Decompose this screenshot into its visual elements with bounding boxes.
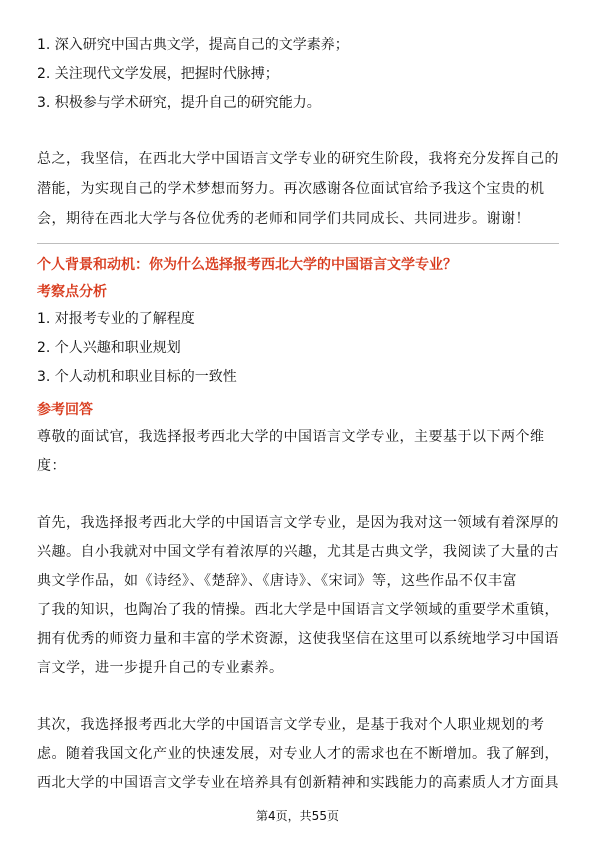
second-reason-line-2: 虑。随着我国文化产业的快速发展，对专业人才的需求也在不断增加。我了解到， [37,746,559,762]
analysis-item-1: 1. 对报考专业的了解程度 [37,311,195,327]
first-reason-line-5: 拥有优秀的师资力量和丰富的学术资源，这使我坚信在这里可以系统地学习中国语 [37,631,559,647]
analysis-heading: 考察点分析 [37,284,107,300]
analysis-item-2: 2. 个人兴趣和职业规划 [37,340,181,356]
answer-heading: 参考回答 [37,402,93,418]
goal-item-2: 2. 关注现代文学发展，把握时代脉搏； [37,66,279,82]
conclusion-line-3: 会，期待在西北大学与各位优秀的老师和同学们共同成长、共同进步。谢谢！ [37,211,530,227]
first-reason-line-3: 典文学作品，如《诗经》、《楚辞》、《唐诗》、《宋词》等，这些作品不仅丰富 [37,573,517,589]
first-reason-line-2: 兴趣。自小我就对中国文学有着浓厚的兴趣，尤其是古典文学，我阅读了大量的古 [37,544,559,560]
goal-item-1: 1. 深入研究中国古典文学，提高自己的文学素养； [37,37,349,53]
intro-line-1: 尊敬的面试官，我选择报考西北大学的中国语言文学专业，主要基于以下两个维 [37,429,545,445]
question-title: 个人背景和动机：你为什么选择报考西北大学的中国语言文学专业？ [37,257,457,273]
conclusion-line-2: 潜能，为实现自己的学术梦想而努力。再次感谢各位面试官给予我这个宝贵的机 [37,181,545,197]
first-reason-line-4: 了我的知识，也陶冶了我的情操。西北大学是中国语言文学领域的重要学术重镇， [37,602,559,618]
conclusion-line-1: 总之，我坚信，在西北大学中国语言文学专业的研究生阶段，我将充分发挥自己的 [37,151,559,167]
section-divider [37,243,559,244]
first-reason-line-1: 首先，我选择报考西北大学的中国语言文学专业，是因为我对这一领域有着深厚的 [37,515,559,531]
page-number: 第4页，共55页 [256,809,339,823]
second-reason-line-3: 西北大学的中国语言文学专业在培养具有创新精神和实践能力的高素质人才方面具 [37,775,559,791]
intro-line-2: 度： [37,458,66,474]
analysis-item-3: 3. 个人动机和职业目标的一致性 [37,369,237,385]
second-reason-line-1: 其次，我选择报考西北大学的中国语言文学专业，是基于我对个人职业规划的考 [37,717,545,733]
first-reason-line-6: 言文学，进一步提升自己的专业素养。 [37,660,284,676]
goal-item-3: 3. 积极参与学术研究，提升自己的研究能力。 [37,95,321,111]
